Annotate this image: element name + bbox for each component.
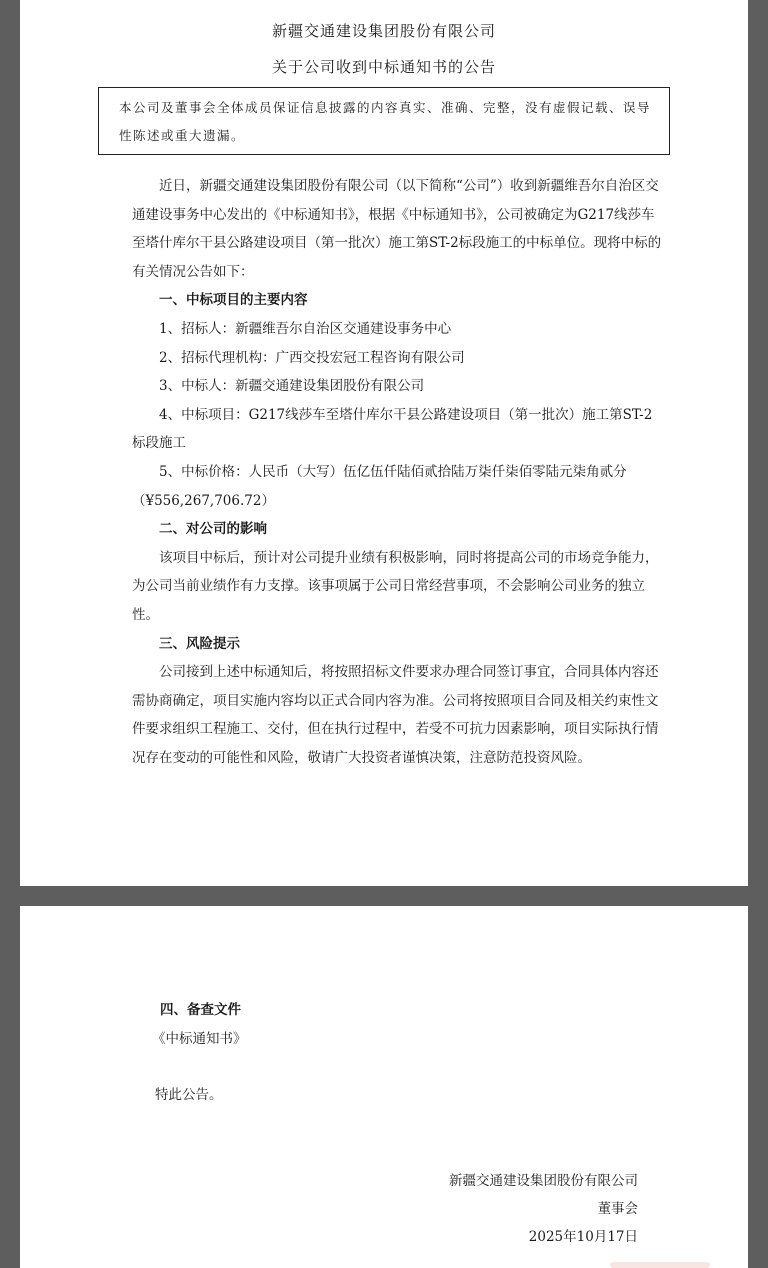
- document-page-1: [20, 0, 748, 886]
- closing-text: 特此公告。: [155, 1087, 223, 1103]
- disclosure-notice-text: 本公司及董事会全体成员保证信息披露的内容真实、准确、完整，没有虚假记载、误导性陈述或重大遗漏。: [119, 100, 652, 143]
- announcement-body: [132, 172, 662, 772]
- section2-heading: 二、对公司的影响: [159, 521, 267, 538]
- section3-paragraph: 公司接到上述中标通知后，将按照招标文件要求办理合同签订事宜，合同具体内容还需协商确定，项目实施内容均以正式合同内容为准。公司将按照项目合同及相关约束性文件要求组织工程施工、交付，但在执行过程中，若受不可抗力因素影响，项目实际执行情况存在变动的可能性和风险，敬请广大投资者谨慎决策，注意防范投资风险。: [132, 664, 659, 766]
- company-title: 新疆交通建设集团股份有限公司: [271, 22, 496, 40]
- section1-heading: 一、中标项目的主要内容: [159, 292, 308, 309]
- document-page-2: [20, 906, 748, 1268]
- section3-heading: 三、风险提示: [159, 635, 240, 652]
- signature-company: 新疆交通建设集团股份有限公司: [449, 1173, 638, 1189]
- list-item: 2、招标代理机构：广西交投宏冠工程咨询有限公司: [159, 349, 465, 366]
- list-item: 5、中标价格：人民币（大写）伍亿伍仟陆佰贰拾陆万柒仟柒佰零陆元柒角贰分（¥556,267,706.72）: [132, 463, 627, 509]
- list-item: 1、招标人：新疆维吾尔自治区交通建设事务中心: [159, 320, 452, 337]
- section4-heading: 四、备查文件: [160, 1002, 241, 1018]
- list-item: 4、中标项目：G217线莎车至塔什库尔干县公路建设项目（第一批次）施工第ST-2标段施工: [132, 406, 653, 452]
- closing-block: [155, 1081, 685, 1110]
- reference-document: 《中标通知书》: [152, 1030, 247, 1047]
- intro-paragraph: 近日，新疆交通建设集团股份有限公司（以下简称“公司”）收到新疆维吾尔自治区交通建设事务中心发出的《中标通知书》，根据《中标通知书》，公司被确定为G217线莎车至塔什库尔干县公路建设项目（第一批次）施工第ST-2标段施工的中标单位。现将中标的有关情况公告如下：: [132, 178, 662, 280]
- list-item: 3、中标人：新疆交通建设集团股份有限公司: [159, 378, 425, 395]
- signature-date: 2025年10月17日: [528, 1229, 638, 1245]
- signature-board: 董事会: [597, 1201, 638, 1217]
- announcement-title: 关于公司收到中标通知书的公告: [271, 58, 496, 76]
- page2-body: [152, 996, 690, 1053]
- corner-overlay: [610, 1262, 710, 1268]
- disclosure-notice-box: [98, 87, 670, 155]
- section2-paragraph: 该项目中标后，预计对公司提升业绩有积极影响，同时将提高公司的市场竞争能力，为公司当前业绩作有力支撑。该事项属于公司日常经营事项，不会影响公司业务的独立性。: [132, 549, 659, 623]
